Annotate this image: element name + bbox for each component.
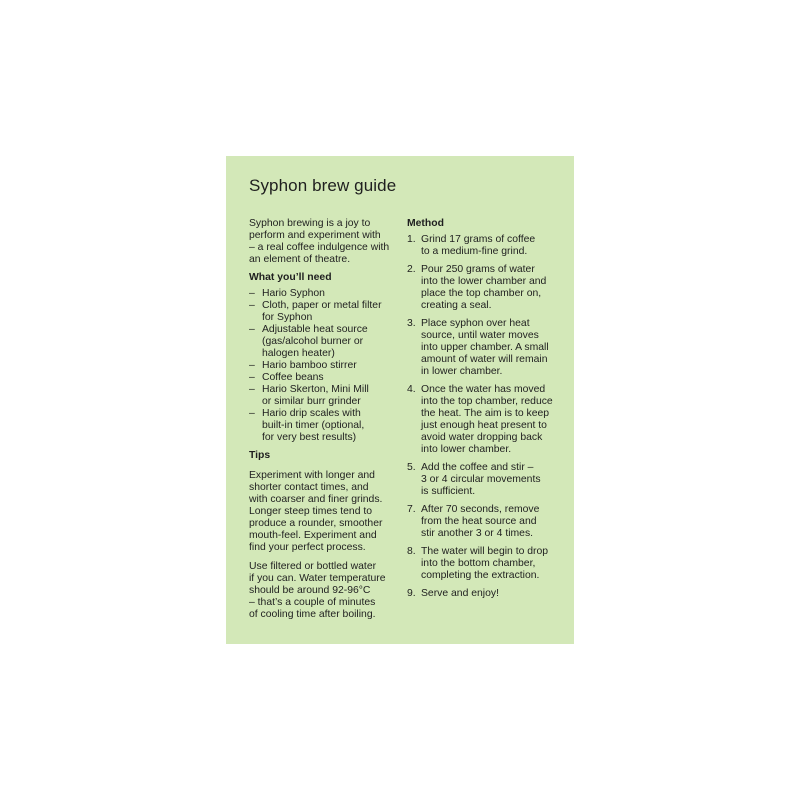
list-item: – Coffee beans bbox=[249, 372, 399, 384]
method-step bbox=[407, 588, 557, 600]
list-item: – Hario Syphon bbox=[249, 288, 399, 300]
method-step bbox=[407, 318, 557, 378]
right-column bbox=[407, 218, 557, 606]
step-text: Serve and enjoy! bbox=[421, 588, 499, 599]
step-text: Add the coffee and stir – 3 or 4 circular movements is sufficient. bbox=[421, 462, 541, 497]
step-text: Grind 17 grams of coffee to a medium-fine grind. bbox=[421, 234, 536, 257]
method-step bbox=[407, 546, 557, 582]
method-step bbox=[407, 384, 557, 456]
method-step bbox=[407, 504, 557, 540]
list-item: – Adjustable heat source (gas/alcohol burner or halogen heater) bbox=[249, 324, 399, 360]
step-text: Place syphon over heat source, until water moves into upper chamber. A small amount of water will remain in lower chamber. bbox=[421, 318, 549, 377]
tip-paragraph: Use filtered or bottled water if you can. Water temperature should be around 92-96°C – that’s a couple of minutes of cooling time after boiling. bbox=[249, 561, 386, 620]
step-number: 8. bbox=[407, 546, 416, 557]
step-text: Once the water has moved into the top chamber, reduce the heat. The aim is to keep just enough heat present to avoid water dropping back into lower chamber. bbox=[421, 384, 553, 455]
tip-paragraph: Experiment with longer and shorter contact times, and with coarser and finer grinds. Longer steep times tend to produce a rounder, smoother mouth-feel. Experiment and find your perfect process. bbox=[249, 470, 383, 553]
step-number: 7. bbox=[407, 504, 416, 515]
list-item: – Hario bamboo stirrer bbox=[249, 360, 399, 372]
method-steps bbox=[407, 234, 557, 600]
step-text: The water will begin to drop into the bottom chamber, completing the extraction. bbox=[421, 546, 549, 581]
list-item: – Hario Skerton, Mini Mill or similar burr grinder bbox=[249, 384, 399, 408]
step-number: 1. bbox=[407, 234, 416, 245]
step-number: 5. bbox=[407, 462, 416, 473]
step-text: After 70 seconds, remove from the heat source and stir another 3 or 4 times. bbox=[421, 504, 540, 539]
needs-heading: What you’ll need bbox=[249, 272, 332, 283]
step-number: 3. bbox=[407, 318, 416, 329]
page-title: Syphon brew guide bbox=[249, 176, 397, 195]
needs-list bbox=[249, 288, 399, 444]
brew-guide-card bbox=[226, 156, 574, 644]
step-text: Pour 250 grams of water into the lower chamber and place the top chamber on, creating a seal. bbox=[421, 264, 547, 311]
method-step bbox=[407, 462, 557, 498]
step-number: 2. bbox=[407, 264, 416, 275]
method-step bbox=[407, 234, 557, 258]
tips-heading: Tips bbox=[249, 450, 271, 461]
method-heading: Method bbox=[407, 218, 444, 229]
left-column bbox=[249, 218, 399, 628]
method-step bbox=[407, 264, 557, 312]
step-number: 9. bbox=[407, 588, 416, 599]
intro-text: Syphon brewing is a joy to perform and experiment with – a real coffee indulgence with an element of theatre. bbox=[249, 218, 390, 265]
step-number: 4. bbox=[407, 384, 416, 395]
list-item: – Hario drip scales with built-in timer (optional, for very best results) bbox=[249, 408, 399, 444]
list-item: – Cloth, paper or metal filter for Syphon bbox=[249, 300, 399, 324]
